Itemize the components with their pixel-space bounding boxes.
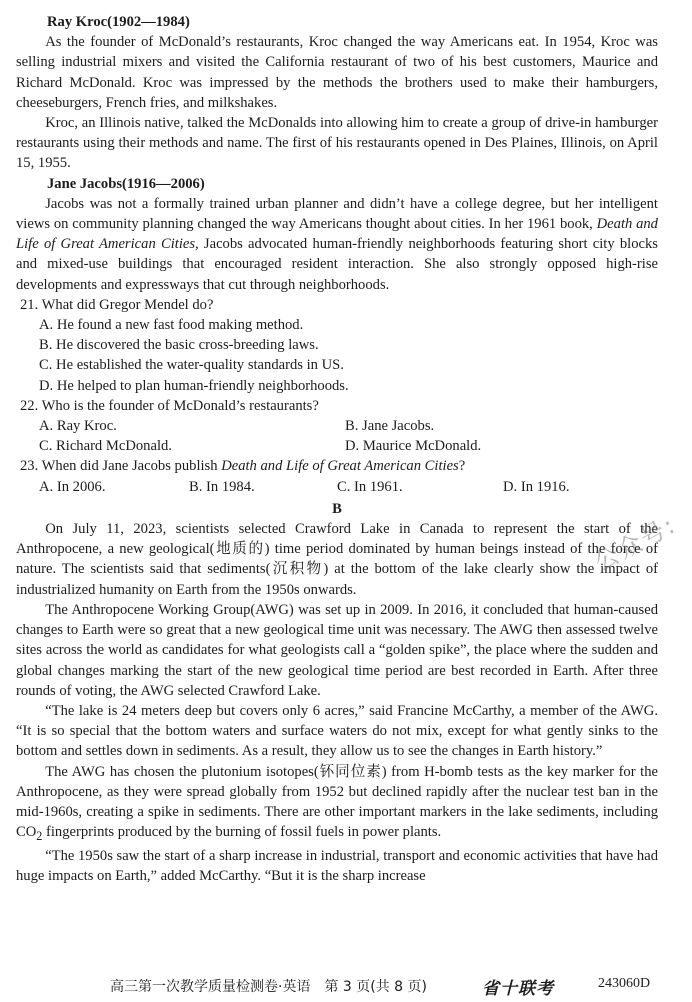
q23-options-row	[16, 477, 658, 497]
q22-options-row-2	[16, 436, 658, 456]
section-b-paragraph-3: “The lake is 24 meters deep but covers only 6 acres,” said Francine McCarthy, a member of the AWG. “It is so special that the bottom waters and surface waters do not mix, except for what gently sinks to the bottom and settles down in sediments. As a result, they allow us to see the changes in Earth history.”	[16, 702, 658, 760]
q23-option-d: D. In 1916.	[503, 478, 570, 495]
section-b-paragraph-4	[16, 762, 658, 847]
q23-option-a: A. In 2006.	[39, 478, 106, 495]
footer-title: 高三第一次教学质量检测卷·英语 第 3 页(共 8 页)	[110, 979, 427, 995]
q21-option-b: B. He discovered the basic cross-breeding laws.	[39, 337, 319, 354]
q22-option-c: C. Richard McDonald.	[39, 438, 172, 455]
section-b-heading: B	[332, 500, 342, 517]
question-23	[16, 456, 658, 476]
jacobs-heading: Jane Jacobs(1916—2006)	[47, 175, 205, 192]
jacobs-text-a: Jacobs was not a formally trained urban planner and didn’t have a college degree, but her intelligent views on community planning changed the way Americans thought about cities. In her 1961 book,	[16, 195, 658, 233]
jacobs-paragraph	[16, 194, 658, 295]
section-b-paragraph-1: On July 11, 2023, scientists selected Crawford Lake in Canada to represent the start of the Anthropocene, a new geological(地质的) time period dominated by human beings instead of the force of nature. The scientists said that sediments(沉积物) at the bottom of the lake clearly show the impact of industrialized humanity on Earth from the 1950s onwards.	[16, 521, 658, 598]
b-p4-text-b: fingerprints produced by the burning of fossil fuels in power plants.	[42, 824, 442, 841]
q21-option-d: D. He helped to plan human-friendly neighborhoods.	[39, 377, 349, 394]
section-b-paragraph-2: The Anthropocene Working Group(AWG) was set up in 2009. In 2016, it concluded that human-caused changes to Earth were so great that a new geological time unit was necessary. The AWG then assessed twelve sites across the world as candidates for what geologists call a “golden spike”, the place where the sudden and global changes marking the start of the new geological time period are best recorded in Earth. After three rounds of voting, the AWG selected Crawford Lake.	[16, 601, 658, 699]
jacobs-book-title: Death and Life of Great American Cities	[16, 216, 658, 253]
q22-option-a: A. Ray Kroc.	[39, 418, 117, 435]
q21-option-a: A. He found a new fast food making method.	[39, 317, 304, 334]
kroc-paragraph-1: As the founder of McDonald’s restaurants, Kroc changed the way Americans eat. In 1954, Kroc was selling industrial mixers and visited the California restaurant of two of his best customers, Maurice and Richard McDonald. Kroc was impressed by the methods the brothers used to make their hamburgers, cheeseburgers, French fries, and milkshakes.	[16, 34, 658, 111]
q23-text-b: ?	[458, 458, 466, 475]
q23-option-b: B. In 1984.	[189, 478, 255, 495]
page-footer	[0, 972, 692, 999]
b-p4-text-a: The AWG has chosen the plutonium isotopes(钚同位素) from H-bomb tests as the key marker for the Anthropocene, as they were spread globally from 1952 but declined rapidly after the nuclear test ban in the mid-1960s, creating a spike in sediments. There are other important markers in the lake sediments, including CO	[16, 763, 658, 841]
q23-book-title: Death and Life of Great American Cities	[221, 458, 459, 475]
q22-options-row-1	[16, 416, 658, 436]
document-body	[16, 12, 658, 887]
co2-subscript: 2	[36, 829, 43, 844]
q22-option-b: B. Jane Jacobs.	[345, 418, 435, 435]
watermark: 公众号:	[589, 510, 681, 577]
question-22: 22. Who is the founder of McDonald’s restaurants?	[20, 397, 319, 414]
kroc-paragraph-2: Kroc, an Illinois native, talked the McDonalds into allowing him to create a group of drive-in hamburger restaurants using their methods and name. The first of his restaurants opened in Des Plaines, Illinois, on April 15, 1955.	[16, 115, 658, 172]
footer-brand: 省十联考	[482, 979, 554, 999]
kroc-heading: Ray Kroc(1902—1984)	[47, 14, 190, 30]
q23-option-c: C. In 1961.	[337, 478, 403, 495]
q22-option-d: D. Maurice McDonald.	[345, 438, 482, 455]
q23-text-a: 23. When did Jane Jacobs publish	[20, 458, 222, 475]
q21-option-c: C. He established the water-quality standards in US.	[39, 357, 344, 374]
jacobs-text-b: , Jacobs advocated human-friendly neighborhoods featuring short city blocks and mixed-use buildings that encouraged resident interaction. She also strongly opposed high-rise developments and expressways that cut through neighborhoods.	[16, 236, 658, 293]
question-21: 21. What did Gregor Mendel do?	[20, 296, 214, 313]
footer-code: 243060D	[598, 976, 651, 991]
section-b-paragraph-5: “The 1950s saw the start of a sharp increase in industrial, transport and economic activities that have had huge impacts on Earth,” added McCarthy. “But it is the sharp increase	[16, 848, 658, 885]
